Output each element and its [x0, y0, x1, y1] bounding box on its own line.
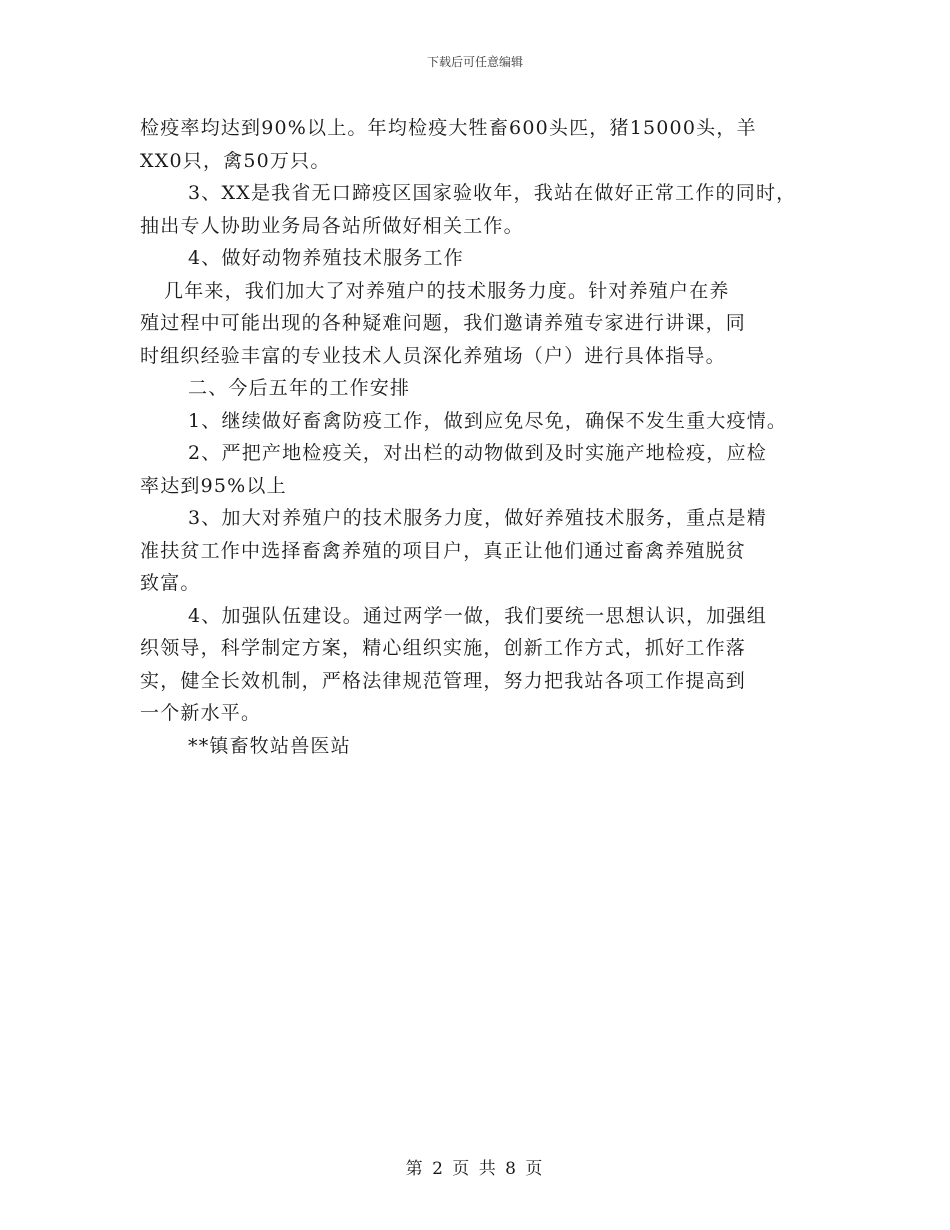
paragraph-line: 4、加强队伍建设。通过两学一做，我们要统一思想认识，加强组 — [188, 604, 767, 627]
paragraph-line: 2、严把产地检疫关，对出栏的动物做到及时实施产地检疫，应检 — [188, 442, 767, 464]
paragraph-line: 准扶贫工作中选择畜禽养殖的项目户，真正让他们通过畜禽养殖脱贫 — [140, 539, 747, 562]
paragraph-line: 几年来，我们加大了对养殖户的技术服务力度。针对养殖户在养 — [164, 279, 730, 302]
signature-line: **镇畜牧站兽医站 — [188, 734, 351, 757]
paragraph-line: 3、XX是我省无口蹄疫区国家验收年，我站在做好正常工作的同时， — [188, 182, 797, 204]
paragraph-line: 时组织经验丰富的专业技术人员深化养殖场（户）进行具体指导。 — [140, 344, 726, 367]
page-number: 第 2 页 共 8 页 — [405, 1159, 545, 1179]
paragraph-line: 3、加大对养殖户的技术服务力度，做好养殖技术服务，重点是精 — [188, 507, 767, 529]
paragraph-line: XX0只，禽50万只。 — [140, 149, 331, 172]
section-heading: 二、今后五年的工作安排 — [188, 377, 411, 399]
document-body — [140, 112, 830, 762]
paragraph-line: 抽出专人协助业务局各站所做好相关工作。 — [140, 214, 524, 237]
paragraph-line: 检疫率均达到90%以上。年均检疫大牲畜600头匹，猪15000头，羊 — [140, 117, 757, 139]
paragraph-line: 一个新水平。 — [140, 702, 262, 724]
paragraph-line: 率达到95%以上 — [140, 474, 287, 497]
paragraph-line: 殖过程中可能出现的各种疑难问题，我们邀请养殖专家进行讲课，同 — [140, 312, 747, 334]
paragraph-line: 织领导，科学制定方案，精心组织实施，创新工作方式，抓好工作落 — [140, 637, 747, 659]
paragraph-line: 1、继续做好畜禽防疫工作，做到应免尽免，确保不发生重大疫情。 — [188, 409, 788, 432]
section-heading: 4、做好动物养殖技术服务工作 — [188, 247, 464, 269]
paragraph-line: 致富。 — [140, 572, 201, 594]
page-header: 下载后可任意编辑 — [426, 55, 523, 69]
paragraph-line: 实，健全长效机制，严格法律规范管理，努力把我站各项工作提高到 — [140, 669, 747, 692]
